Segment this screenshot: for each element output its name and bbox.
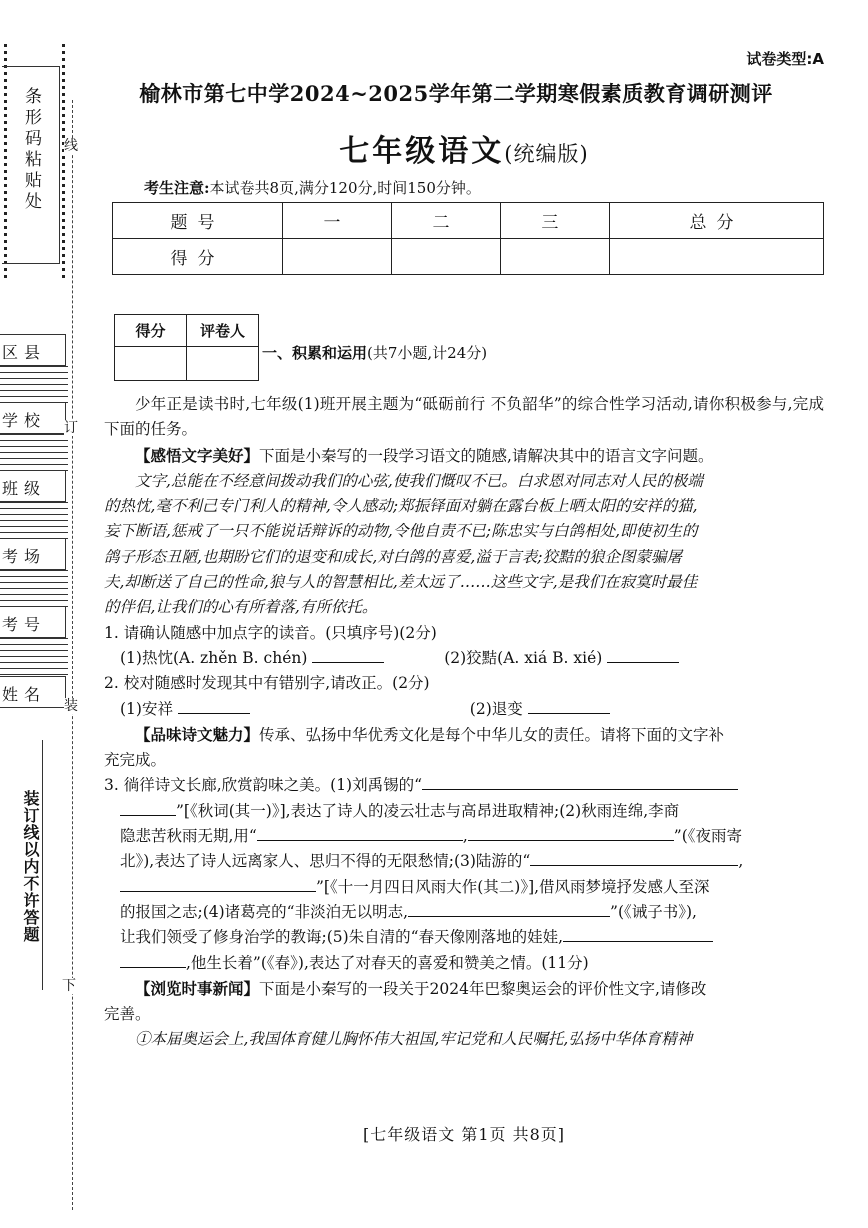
q3-blank-3b[interactable] [120, 876, 316, 892]
exam-title: 榆林市第七中学2024~2025学年第二学期寒假素质教育调研测评 [139, 81, 773, 106]
q3-line: ”[《秋词(其一)》],表达了诗人的凌云壮志与高昂进取精神;(2)秋雨连绵,李商 [176, 801, 680, 820]
task-2-tag: 【品味诗文魅力】 [135, 724, 260, 744]
q3-line: 隐悲苦秋雨无期,用“ [120, 827, 257, 846]
notice-label: 考生注意: [144, 179, 210, 197]
q1-part-b-label: (2)狡黠(A. xiá B. xié) [444, 648, 603, 667]
class-label: 班级 [2, 479, 47, 498]
q3-line: 让我们领受了修身治学的教诲;(5)朱自清的“春天像刚落地的娃娃, [120, 928, 564, 947]
subject-name: 七年级语文 [339, 134, 505, 169]
grader-name-label: 评卷人 [187, 315, 259, 347]
exam-room-label: 考场 [2, 547, 47, 566]
score-table [112, 202, 824, 275]
score-header-cell: 总分 [609, 203, 823, 239]
q2-part-b-label: (2)退变 [469, 699, 523, 718]
q3-line: 3. 徜徉诗文长廊,欣赏韵味之美。(1)刘禹锡的“ [104, 776, 423, 795]
q1-part-b-blank[interactable] [607, 647, 679, 663]
intro-paragraph: 少年正是读书时,七年级(1)班开展主题为“砥砺前行 不负韶华”的综合性学习活动,请你积极参与,完成下面的任务。 [104, 395, 824, 439]
district-field[interactable] [0, 334, 66, 366]
q2-part-a-label: (1)安祥 [120, 699, 173, 718]
q3-line: 的报国之志;(4)诸葛亮的“非淡泊无以明志, [120, 902, 409, 921]
question-3: 3. 徜徉诗文长廊,欣赏韵味之美。(1)刘禹锡的“ ”[《秋词(其一)》],表达了诗人的凌云壮志与高昂进取精神;(2)秋雨连绵,李商 隐悲苦秋雨无期,用“ , ”(《夜雨寄 北》),表达了诗人远离家人、思归不得的无限愁情;(3)陆游的“ , ”[《十一月四日风雨大作(其二)》],借风雨梦境抒发感人至深 的报国之志;(4)诸葛亮的“非淡泊无以明志, ”(《诫子书》), 让我们领受了修身治学的教诲;(5)朱自清的“春天像刚落地的娃娃, ,他生长着”(《春》),表达了对春天的喜爱和赞美之情。(11分) [104, 776, 744, 972]
passage-line: 夫,却断送了自己的性命,狼与人的智慧相比,差太远了……这些文字,是我们在寂寞时最佳 [104, 573, 698, 592]
passage-line: 的伴侣,让我们的心有所着落,有所依托。 [104, 598, 378, 617]
q3-line: ”(《诫子书》), [610, 902, 697, 921]
question-2-stem: 2. 校对随感时发现其中有错别字,请改正。(2分) [104, 674, 430, 693]
q3-line: 北》),表达了诗人远离家人、思归不得的无限愁情;(3)陆游的“ [120, 852, 531, 871]
score-cell[interactable] [500, 239, 609, 275]
q2-part-a-blank[interactable] [178, 698, 250, 714]
score-cell[interactable] [283, 239, 392, 275]
grader-table [114, 314, 259, 381]
binding-strip [0, 0, 78, 1228]
name-field[interactable] [0, 676, 66, 708]
q3-blank-4[interactable] [408, 901, 610, 917]
passage-line: 的热忱,毫不利己专门利人的精神,令人感动;郑振铎面对躺在露台板上晒太阳的安祥的猫, [104, 497, 698, 516]
score-cell[interactable] [391, 239, 500, 275]
q3-blank-3a[interactable] [530, 850, 738, 866]
q3-blank-1b[interactable] [120, 800, 176, 816]
q3-blank-5b[interactable] [120, 952, 186, 968]
q1-part-a-label: (1)热忱(A. zhěn B. chén) [120, 648, 308, 667]
grader-score-label: 得分 [115, 315, 187, 347]
page-footer: [七年级语文 第1页 共8页] [362, 1125, 566, 1144]
score-row-label: 得分 [113, 239, 283, 275]
passage-line: 妄下断语,惩戒了一只不能说话辩诉的动物,令他自责不已;陈忠实与白鸽相处,即使初生的 [104, 522, 698, 541]
passage-line: 文字,总能在不经意间拨动我们的心弦,使我们慨叹不已。白求恩对同志对人民的极端 [135, 471, 703, 490]
exam-room-field[interactable] [0, 538, 66, 570]
question-1-answers [104, 646, 824, 671]
school-field[interactable] [0, 402, 66, 434]
field-ruling [0, 638, 68, 678]
district-label: 区县 [2, 343, 47, 362]
score-cell[interactable] [609, 239, 823, 275]
barcode-area[interactable] [2, 66, 60, 264]
paper-type: 试卷类型:A [746, 50, 824, 68]
field-ruling [0, 502, 68, 542]
passage [104, 469, 824, 621]
binding-mark-order: 订 [64, 420, 78, 436]
section-1-title [262, 342, 487, 363]
task-2-text: 传承、弘扬中华优秀文化是每个中华儿女的责任。请将下面的文字补 [259, 725, 725, 744]
score-header-cell: 三 [500, 203, 609, 239]
binding-mark-line: 线 [64, 138, 78, 154]
barcode-label: 条形码粘贴处 [21, 87, 41, 213]
question-1-stem: 1. 请确认随感中加点字的读音。(只填序号)(2分) [104, 623, 437, 642]
q2-part-b-blank[interactable] [528, 698, 610, 714]
school-label: 学校 [2, 411, 47, 430]
score-header-cell: 二 [391, 203, 500, 239]
binding-note: 装订线以内不许答题 [21, 790, 40, 943]
task-1-text: 下面是小秦写的一段学习语文的随感,请解决其中的语言文字问题。 [259, 446, 714, 465]
score-header-cell: 题号 [113, 203, 283, 239]
task-1-paragraph [104, 443, 824, 469]
subject-title [104, 126, 824, 170]
q1-part-a-blank[interactable] [312, 647, 384, 663]
score-header-cell: 一 [283, 203, 392, 239]
passage-line: 鸽子形态丑陋,也期盼它们的退变和成长,对白鸽的喜爱,溢于言表;狡黠的狼企图蒙骗屠 [104, 547, 683, 566]
candidate-notice [144, 177, 481, 198]
task-3-text: 下面是小秦写的一段关于2024年巴黎奥运会的评价性文字,请修改 [259, 979, 707, 998]
binding-dashed-line [72, 100, 73, 1210]
class-field[interactable] [0, 470, 66, 502]
subject-edition: (统编版) [504, 142, 589, 166]
q3-line: ”[《十一月四日风雨大作(其二)》],借风雨梦境抒发感人至深 [316, 877, 710, 896]
field-ruling [0, 434, 68, 474]
question-2-answers [104, 697, 824, 722]
grader-score-cell[interactable] [115, 347, 187, 381]
grader-name-cell[interactable] [187, 347, 259, 381]
q3-blank-2a[interactable] [257, 825, 463, 841]
exam-number-label: 考号 [2, 615, 47, 634]
q3-line: ,他生长着”(《春》),表达了对春天的喜爱和赞美之情。(11分) [186, 953, 589, 972]
q3-blank-5a[interactable] [563, 926, 713, 942]
news-sentence-1: ①本届奥运会上,我国体育健儿胸怀伟大祖国,牢记党和人民嘱托,弘扬中华体育精神 [135, 1030, 693, 1049]
section-1-meta: (共7小题,计24分) [367, 344, 488, 362]
task-1-tag: 【感悟文字美好】 [135, 445, 260, 465]
binding-mark-below: 下 [62, 978, 76, 994]
exam-number-field[interactable] [0, 606, 66, 638]
field-ruling [0, 570, 68, 610]
question-body [104, 392, 824, 1053]
binding-note-rule [42, 740, 43, 990]
task-3-paragraph [104, 976, 824, 1002]
q3-blank-2b[interactable] [468, 825, 674, 841]
score-table-header-row [113, 203, 824, 239]
section-1-name: 一、积累和运用 [262, 344, 368, 362]
q3-blank-1a[interactable] [422, 774, 738, 790]
binding-mark-bind: 装 [64, 698, 78, 714]
name-label: 姓名 [2, 685, 47, 704]
task-3-text-cont: 完善。 [104, 1005, 151, 1024]
score-table-score-row [113, 239, 824, 275]
binding-stripes [62, 44, 65, 280]
task-3-tag: 【浏览时事新闻】 [135, 978, 260, 998]
q3-line: ”(《夜雨寄 [673, 827, 743, 846]
field-ruling [0, 366, 68, 406]
task-2-paragraph [104, 722, 824, 748]
task-2-text-cont: 充完成。 [104, 751, 167, 770]
notice-text: 本试卷共8页,满分120分,时间150分钟。 [209, 179, 481, 197]
